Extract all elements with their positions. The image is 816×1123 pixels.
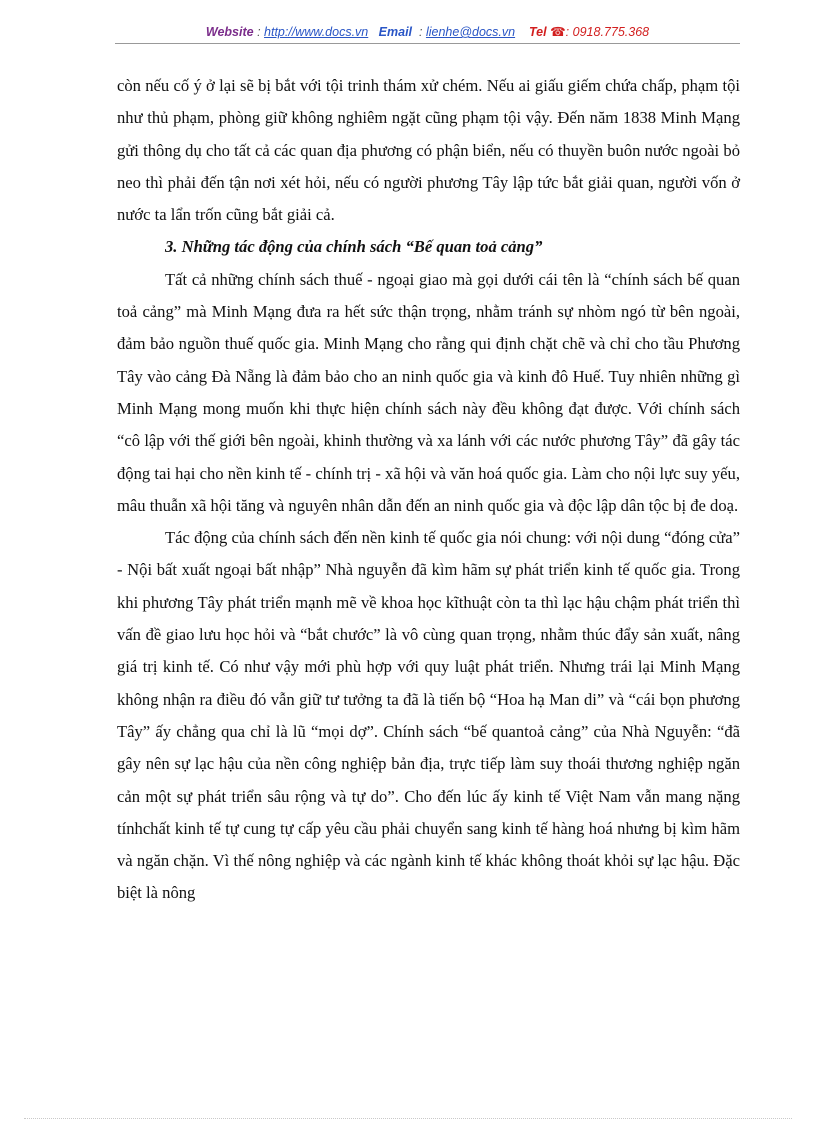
website-label: Website bbox=[205, 25, 254, 39]
tel-colon: : bbox=[565, 25, 570, 39]
phone-number: 0918.775.368 bbox=[572, 25, 650, 39]
footer-divider bbox=[24, 1118, 792, 1119]
paragraph-policy-overview: Tất cả những chính sách thuế - ngoại giao mà gọi dưới cái tên là “chính sách bế quan toả cảng” mà Minh Mạng đưa ra hết sức thận trọng, nhằm tránh sự nhòm ngó từ bên ngoài, đảm bảo nguồn thuế quốc gia. Minh Mạng cho rằng qui định chặt chẽ và chỉ cho tầu Phương Tây vào cảng Đà Nẵng là đảm bảo cho an ninh quốc gia và kinh đô Huế. Tuy nhiên những gì Minh Mạng mong muốn khi thực hiện chính sách này đều không đạt được. Với chính sách “cô lập với thế giới bên ngoài, khinh thường và xa lánh với các nước phương Tây” đã gây tác động tai hại cho nền kinh tế - chính trị - xã hội và văn hoá quốc gia. Làm cho nội lực suy yếu, mâu thuẫn xã hội tăng và nguyên nhân dẫn đến an ninh quốc gia và độc lập dân tộc bị đe doạ. bbox=[117, 269, 740, 515]
page-header bbox=[115, 24, 740, 39]
section-heading: 3. Những tác động của chính sách “Bế quan toả cảng” bbox=[165, 237, 543, 257]
website-colon: : bbox=[257, 25, 261, 39]
paragraph-continuation: còn nếu cố ý ở lại sẽ bị bắt với tội trinh thám xử chém. Nếu ai giấu giếm chứa chấp, phạm tội như thủ phạm, phòng giữ không nghiêm ngặt cũng phạm tội vậy. Đến năm 1838 Minh Mạng gửi thông dụ cho tất cả các quan địa phương có phận biển, nếu có thuyền buôn nước ngoài bỏ neo thì phải đến tận nơi xét hỏi, nếu có người phương Tây lập tức bắt giải quan, người vốn ở nước ta lẩn trốn cũng bắt giải cả. bbox=[117, 76, 740, 225]
header-divider bbox=[115, 43, 740, 44]
paragraph-economic-impact: Tác động của chính sách đến nền kinh tế quốc gia nói chung: với nội dung “đóng cửa” - Nội bất xuất ngoại bất nhập” Nhà nguyễn đã kìm hãm sự phát triển kinh tế quốc gia. Trong khi phương Tây phát triển mạnh mẽ về khoa học kĩthuật còn ta thì lạc hậu chậm phát triển thì vấn đề giao lưu học hỏi và “bắt chước” là vô cùng quan trọng, nhằm thúc đẩy sản xuất, nâng giá trị kinh tế. Có như vậy mới phù hợp với quy luật phát triển. Nhưng trái lại Minh Mạng không nhận ra điều đó vẫn giữ tư tưởng ta đã là tiến bộ “Hoa hạ Man di” và “cái bọn phương Tây” ấy chẳng qua chỉ là lũ “mọi dợ”. Chính sách “bế quantoả cảng” của Nhà Nguyễn: “đã gây nên sự lạc hậu của nền công nghiệp bản địa, trực tiếp làm suy thoái thương nghiệp ngăn cản một sự phát triển sâu rộng và tự do”. Cho đến lúc ấy kinh tế Việt Nam vẫn mang nặng tínhchất kinh tế tự cung tự cấp yêu cầu phải chuyển sang kinh tế hàng hoá nhưng bị kìm hãm và ngăn chặn. Vì thế nông nghiệp và các ngành kinh tế khác không thoát khỏi sự lạc hậu. Đặc biệt là nông bbox=[117, 528, 740, 903]
phone-icon: ☎ bbox=[550, 25, 566, 39]
website-link[interactable]: http://www.docs.vn bbox=[264, 25, 369, 39]
email-colon: : bbox=[418, 25, 423, 39]
email-label: Email bbox=[378, 25, 413, 39]
document-body bbox=[117, 70, 740, 910]
email-link[interactable]: lienhe@docs.vn bbox=[425, 25, 516, 39]
tel-label: Tel bbox=[529, 25, 547, 39]
